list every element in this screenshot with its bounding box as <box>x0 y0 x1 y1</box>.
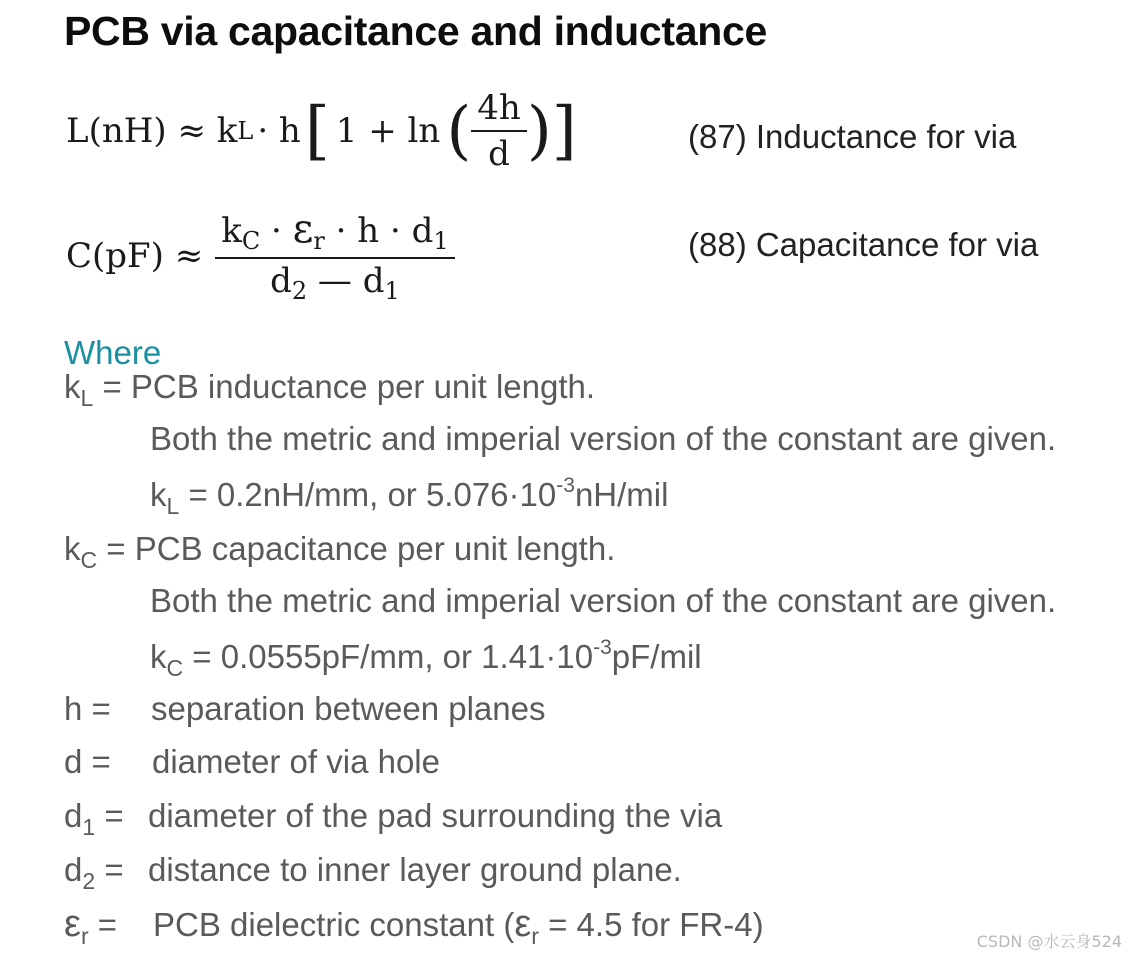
capacitance-lhs: C(pF) ≈ <box>66 235 204 276</box>
kC-value-b: pF/mil <box>611 638 702 675</box>
kL-value-b: nH/mil <box>574 476 669 513</box>
er-text-b: = 4.5 for FR-4) <box>538 906 764 943</box>
definition-er <box>64 903 117 950</box>
kC-equals: = <box>97 530 135 567</box>
inductance-times-h: · h <box>257 111 301 151</box>
capacitance-fraction <box>215 206 454 305</box>
kL-value-symbol: k <box>150 476 167 513</box>
kL-text: PCB inductance per unit length. <box>130 368 596 405</box>
er-subscript: r <box>80 923 89 949</box>
definition-h-text: separation between planes <box>151 690 546 727</box>
definition-d-text: diameter of via hole <box>152 743 440 780</box>
inductance-fraction <box>471 88 527 174</box>
kL-subscript: L <box>80 385 94 411</box>
capacitance-equation <box>66 206 455 305</box>
d2-subscript: 2 <box>82 868 96 894</box>
kL-note: Both the metric and imperial version of the constant are given. <box>150 420 1057 457</box>
definition-d-symbol: d = <box>64 743 111 780</box>
kC-value-exponent: -3 <box>593 636 612 659</box>
d2-equals: = <box>95 851 124 888</box>
one-plus-ln: 1 + ln <box>335 111 441 151</box>
capacitance-label: (88) Capacitance for via <box>688 226 1039 263</box>
kC-value-symbol: k <box>150 638 167 675</box>
definition-er-text <box>153 903 764 950</box>
d1-symbol: d <box>64 797 83 834</box>
kL-value-subscript: L <box>166 493 180 519</box>
kC-value <box>150 636 702 682</box>
inductance-lhs: L(nH) ≈ k <box>66 111 238 151</box>
page-title: PCB via capacitance and inductance <box>64 8 767 54</box>
kC-value-subscript: C <box>166 655 184 681</box>
definition-d1-text: diameter of the pad surrounding the via <box>148 797 723 834</box>
d1-subscript: 1 <box>82 814 96 840</box>
den-minus-d: — d <box>307 261 385 301</box>
kL-value-a: = 0.2nH/mm, or 5.076·10 <box>179 476 557 513</box>
num-epsilon: ε <box>292 206 314 252</box>
inductance-denominator: d <box>488 134 510 174</box>
kC-value-a: = 0.0555pF/mm, or 1.41·10 <box>183 638 594 675</box>
capacitance-numerator <box>215 206 454 257</box>
num-k: k <box>221 211 242 251</box>
close-paren: ) <box>526 94 552 168</box>
d2-symbol: d <box>64 851 83 888</box>
kC-text: PCB capacitance per unit length. <box>134 530 616 567</box>
num-k-subscript: C <box>241 227 261 255</box>
open-paren: ( <box>446 94 472 168</box>
d1-equals: = <box>95 797 124 834</box>
where-heading: Where <box>64 334 162 371</box>
close-bracket: ] <box>551 94 577 168</box>
kC-symbol: k <box>64 530 81 567</box>
er-equals: = <box>88 906 118 943</box>
num-rest: · h · d <box>324 211 434 251</box>
num-dot: · <box>260 211 293 251</box>
watermark: CSDN @水云身524 <box>976 932 1122 951</box>
capacitance-denominator <box>264 259 406 305</box>
inductance-numerator: 4h <box>477 88 521 128</box>
definition-h-symbol: h = <box>64 690 111 727</box>
definition-kL <box>64 368 595 412</box>
kC-note: Both the metric and imperial version of the constant are given. <box>150 582 1057 619</box>
er-text-symbol: ε <box>514 903 532 945</box>
inductance-label: (87) Inductance for via <box>688 118 1017 155</box>
num-epsilon-subscript: r <box>313 227 325 255</box>
kL-equals: = <box>93 368 131 405</box>
er-symbol: ε <box>64 903 81 945</box>
den-d2-subscript: 2 <box>291 277 308 305</box>
open-bracket: [ <box>304 94 330 168</box>
kC-subscript: C <box>80 547 98 573</box>
kL-value-exponent: -3 <box>556 474 575 497</box>
inductance-k-subscript: L <box>237 117 254 145</box>
kL-symbol: k <box>64 368 81 405</box>
kL-value <box>150 474 668 520</box>
definition-d2-text: distance to inner layer ground plane. <box>148 851 682 888</box>
den-d1-subscript: 1 <box>384 277 400 305</box>
den-d2: d <box>270 261 292 301</box>
inductance-equation <box>66 88 577 174</box>
definition-kC <box>64 530 615 574</box>
er-text-subscript: r <box>531 923 539 949</box>
definition-d1 <box>64 797 124 841</box>
num-d-subscript: 1 <box>433 227 449 255</box>
er-text-a: PCB dielectric constant ( <box>153 906 515 943</box>
definition-d2 <box>64 851 124 895</box>
